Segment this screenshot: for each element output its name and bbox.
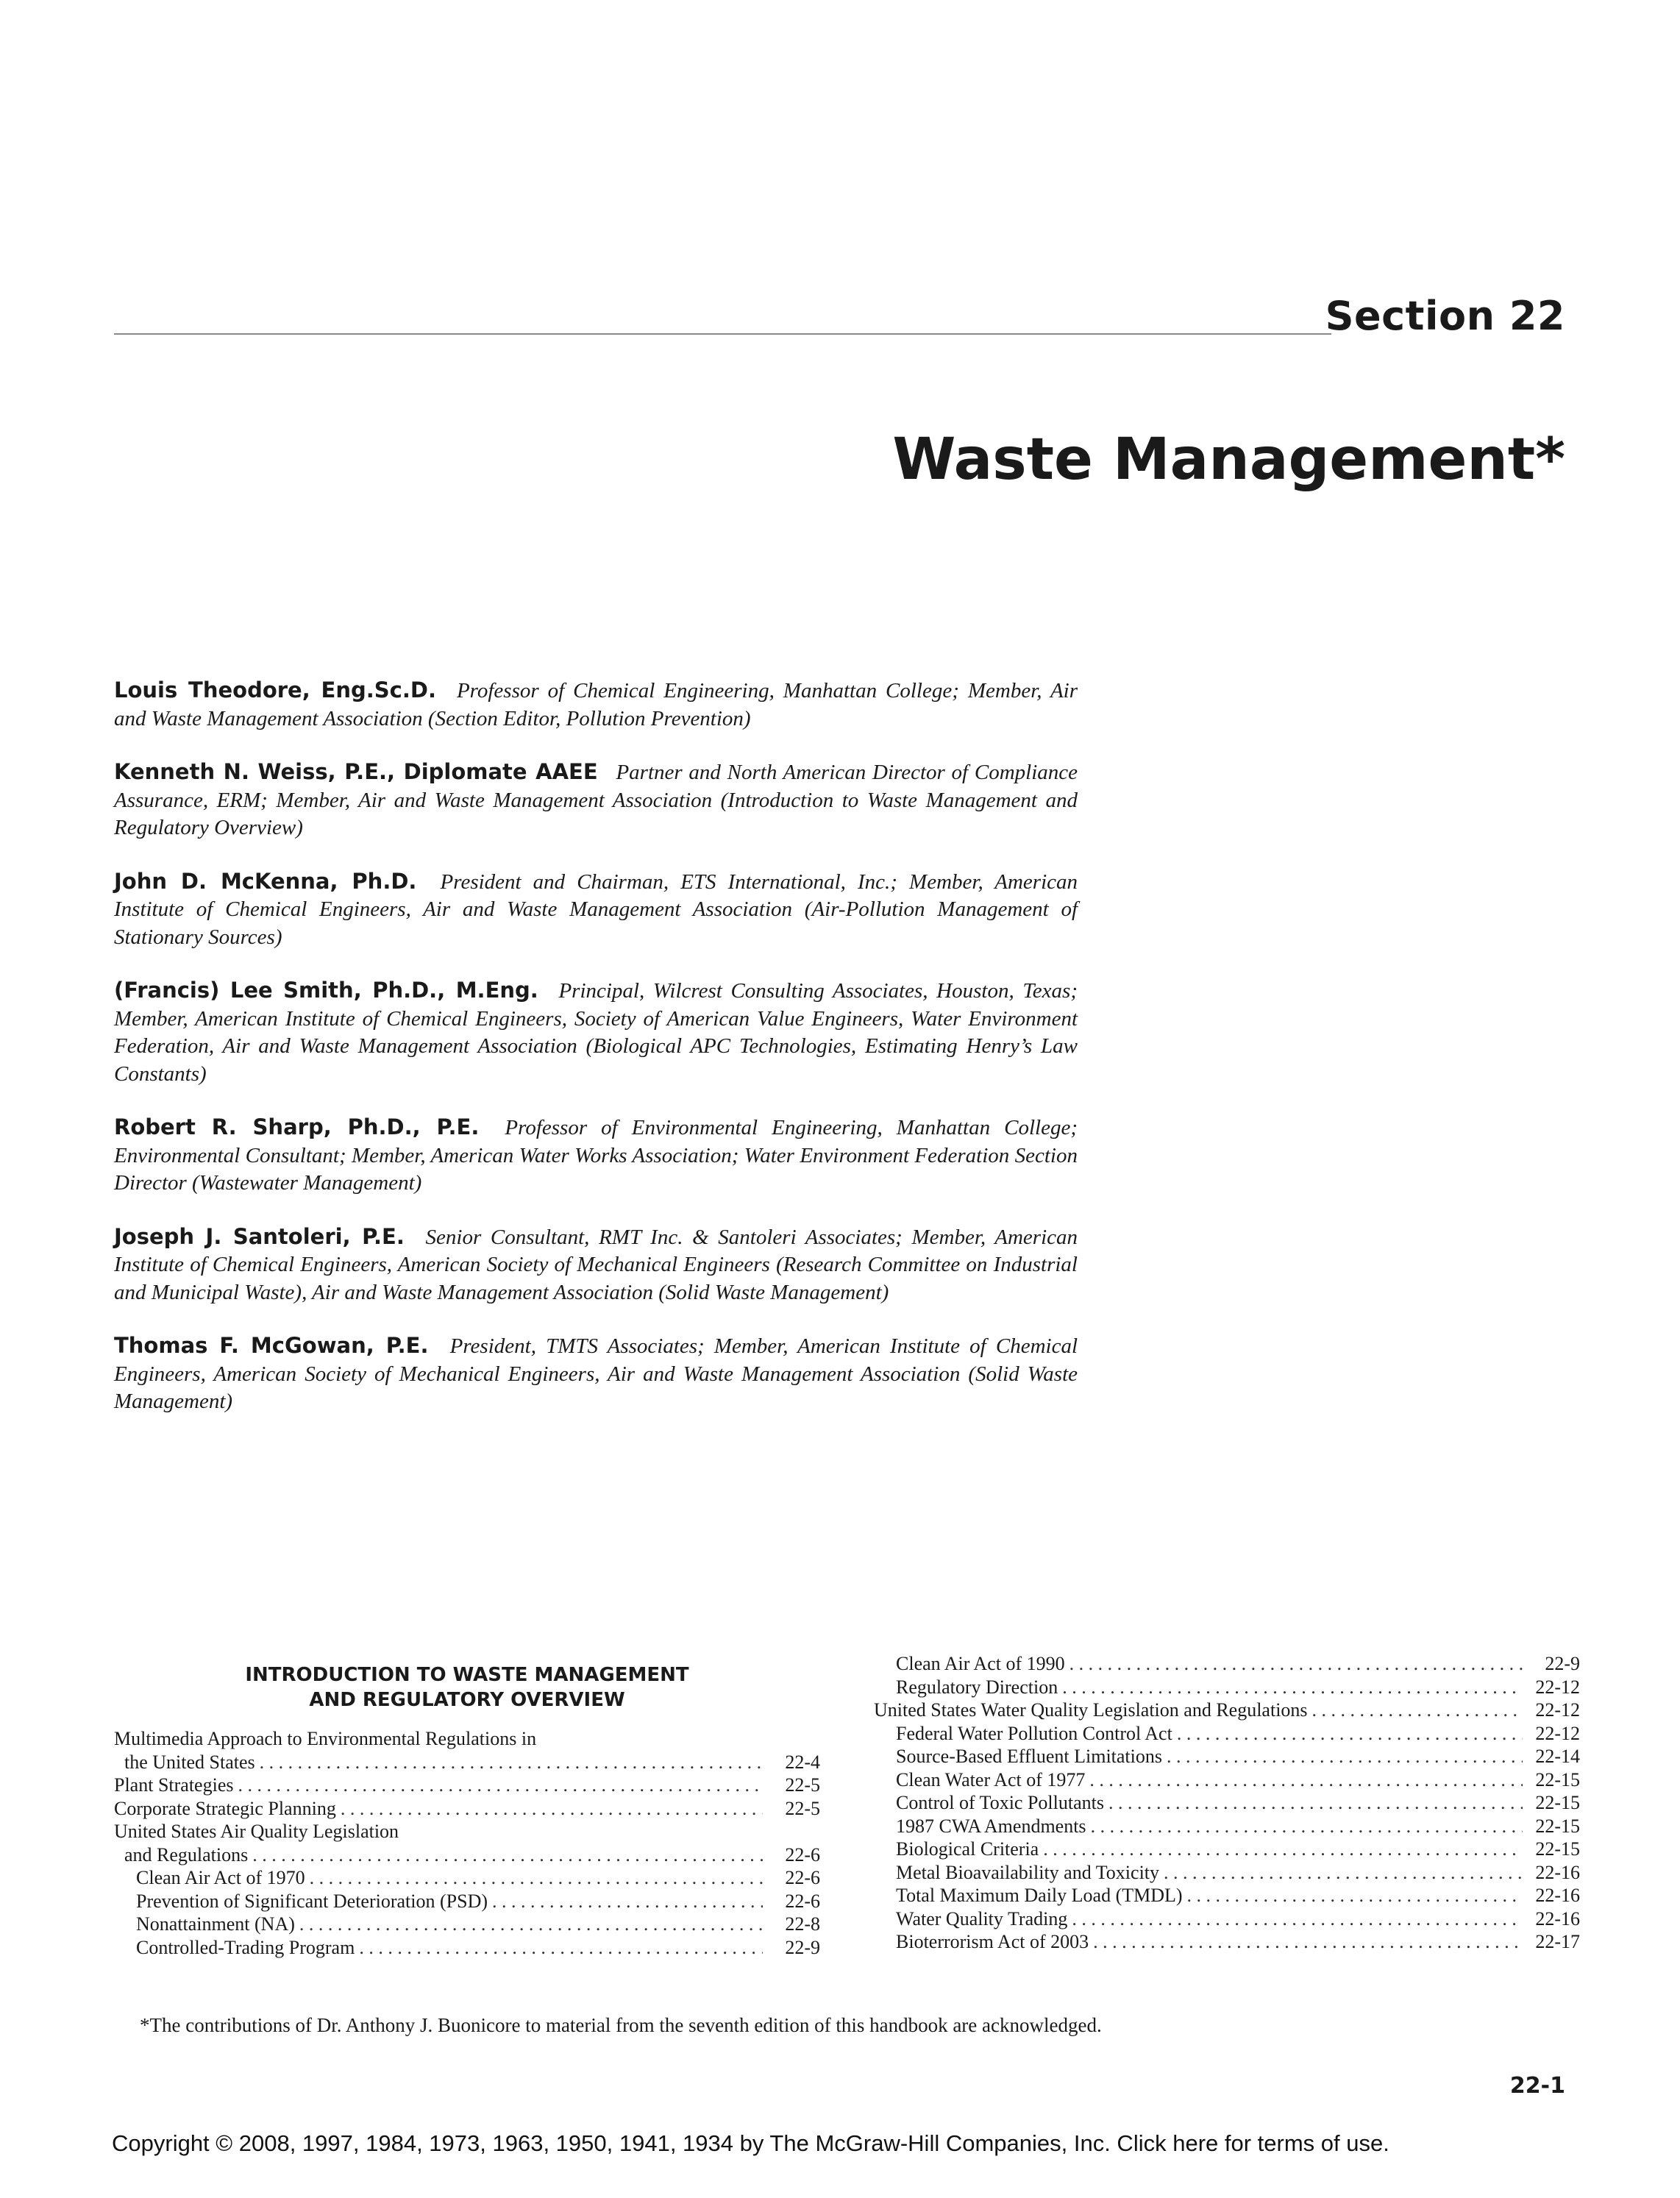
toc-page-number: 22-12 — [1535, 1722, 1580, 1744]
contributor-description: Senior Consultant, RMT Inc. & Santoleri Associates; Member, American Institute of Chemical Engineers, American Society of Mechanical Engineers (Research Committee on Industrial and Municipal Waste), Air and Waste Management Association (Solid Waste Management) — [114, 1225, 1078, 1304]
toc-heading — [114, 1662, 820, 1712]
contributor — [114, 977, 1078, 1088]
toc-entry[interactable] — [874, 1907, 1580, 1931]
toc-entry[interactable] — [114, 1797, 820, 1821]
contributor-name: Joseph J. Santoleri, P.E. — [114, 1223, 405, 1249]
toc-leader-dots — [310, 1866, 763, 1890]
toc-left-column — [114, 1662, 820, 1959]
toc-entry-title: Prevention of Significant Deterioration (PSD) — [136, 1890, 488, 1912]
toc-page-number: 22-15 — [1535, 1768, 1580, 1790]
section-rule — [114, 333, 1331, 335]
toc-leader-dots — [1062, 1676, 1523, 1699]
section-label: Section 22 — [1325, 293, 1565, 339]
toc-leader-dots — [1108, 1791, 1523, 1815]
toc-entry-title: Nonattainment (NA) — [136, 1913, 295, 1935]
toc-entry-title: Federal Water Pollution Control Act — [896, 1722, 1172, 1744]
toc-entry[interactable] — [874, 1768, 1580, 1792]
contributor — [114, 1332, 1078, 1416]
toc-page-number: 22-17 — [1535, 1931, 1580, 1952]
toc-entry-title: Plant Strategies — [114, 1774, 234, 1796]
toc-heading-line: AND REGULATORY OVERVIEW — [309, 1689, 625, 1711]
toc-entry-title: Metal Bioavailability and Toxicity — [896, 1861, 1160, 1883]
toc-page-number: 22-16 — [1535, 1907, 1580, 1930]
contributor — [114, 677, 1078, 733]
page-number: 22-1 — [1509, 2073, 1565, 2099]
toc-page-number: 22-16 — [1535, 1861, 1580, 1883]
toc-leader-dots — [1069, 1652, 1523, 1676]
toc-leader-dots — [1043, 1838, 1523, 1861]
contributor-name: John D. McKenna, Ph.D. — [114, 868, 417, 894]
contributor-name: Kenneth N. Weiss, P.E., Diplomate AAEE — [114, 759, 598, 784]
toc-leader-dots — [1164, 1861, 1523, 1885]
toc-entry-title: the United States — [124, 1751, 255, 1773]
toc-leader-dots — [1167, 1745, 1523, 1768]
toc-entry[interactable] — [874, 1745, 1580, 1768]
toc-entry-title: Source-Based Effluent Limitations — [896, 1746, 1162, 1767]
copyright-link[interactable]: Copyright © 2008, 1997, 1984, 1973, 1963, 1950, 1941, 1934 by The McGraw-Hill Companies, Inc. Click here for terms of use. — [112, 2130, 1389, 2156]
toc-entry[interactable] — [874, 1930, 1580, 1954]
toc-page-number: 22-16 — [1535, 1885, 1580, 1906]
toc-leader-dots — [260, 1751, 763, 1774]
contributor-description: President and Chairman, ETS International, Inc.; Member, American Institute of Chemical Engineers, Air and Waste Management Association (Air-Pollution Management of Stationary Sources) — [114, 869, 1078, 949]
toc-leader-dots — [252, 1843, 763, 1867]
toc-page-number: 22-6 — [785, 1867, 820, 1888]
toc-entry[interactable] — [114, 1751, 820, 1774]
toc-page-number: 22-9 — [1545, 1653, 1580, 1674]
toc-leader-dots — [1072, 1907, 1523, 1931]
toc-page-number: 22-15 — [1535, 1815, 1580, 1837]
toc-entry-title: Bioterrorism Act of 2003 — [896, 1931, 1089, 1952]
toc-entry-title: Clean Water Act of 1977 — [896, 1768, 1086, 1790]
toc-entry-title: Total Maximum Daily Load (TMDL) — [896, 1885, 1183, 1906]
toc-entry[interactable] — [114, 1936, 820, 1960]
toc-leader-dots — [492, 1890, 763, 1913]
toc-leader-dots — [341, 1797, 763, 1821]
toc-page-number: 22-5 — [785, 1797, 820, 1819]
toc-entry[interactable] — [114, 1913, 820, 1936]
toc-leader-dots — [238, 1774, 763, 1797]
toc-page-number: 22-9 — [785, 1936, 820, 1958]
toc-leader-dots — [1089, 1768, 1523, 1792]
contributor-name: (Francis) Lee Smith, Ph.D., M.Eng. — [114, 978, 538, 1003]
contributor-description: Partner and North American Director of Compliance Assurance, ERM; Member, Air and Waste Management Association (Introduction to Waste Management and Regulatory Overview) — [114, 761, 1078, 839]
toc-entry[interactable] — [874, 1791, 1580, 1815]
toc-entry-title: Water Quality Trading — [896, 1907, 1068, 1930]
contributor-description: Principal, Wilcrest Consulting Associates, Houston, Texas; Member, American Institute of Chemical Engineers, Society of American Value Engineers, Water Environment Federation, Air and Waste Management Association (Biological APC Technologies, Estimating Henry’s Law Constants) — [114, 979, 1078, 1086]
footnote: *The contributions of Dr. Anthony J. Buonicore to material from the seventh edition of this handbook are acknowledged. — [140, 2014, 1102, 2036]
contributors-list — [114, 677, 1078, 1442]
toc-entry-title: Biological Criteria — [896, 1838, 1039, 1860]
contributor-name: Louis Theodore, Eng.Sc.D. — [114, 677, 436, 703]
toc-right-column — [874, 1652, 1580, 1954]
toc-page-number: 22-6 — [785, 1890, 820, 1912]
toc-leader-dots — [1177, 1722, 1523, 1746]
toc-entry[interactable] — [874, 1815, 1580, 1838]
toc-page-number: 22-12 — [1535, 1699, 1580, 1721]
toc-entry[interactable] — [874, 1838, 1580, 1861]
toc-page-number: 22-15 — [1535, 1792, 1580, 1813]
toc-entry-title: Regulatory Direction — [896, 1676, 1058, 1698]
toc-entry-title[interactable]: United States Air Quality Legislation — [114, 1821, 399, 1842]
toc-entry-title[interactable]: Multimedia Approach to Environmental Regulations in — [114, 1728, 537, 1749]
toc-heading-line: INTRODUCTION TO WASTE MANAGEMENT — [245, 1664, 689, 1686]
toc-page-number: 22-8 — [785, 1913, 820, 1935]
contributor-description: Professor of Environmental Engineering, Manhattan College; Environmental Consultant; Member, American Water Works Association; Water Environment Federation Section Director (Wastewater Management) — [114, 1116, 1078, 1195]
chapter-title: Waste Management* — [892, 427, 1565, 493]
toc-entry-title: and Regulations — [124, 1843, 249, 1866]
toc-entry-title: Clean Air Act of 1990 — [896, 1653, 1065, 1674]
contributor-name: Robert R. Sharp, Ph.D., P.E. — [114, 1114, 480, 1139]
contributor — [114, 868, 1078, 952]
toc-entry[interactable] — [114, 1866, 820, 1890]
toc-leader-dots — [1093, 1930, 1523, 1954]
toc-entry-title: United States Water Quality Legislation and Regulations — [874, 1699, 1308, 1721]
toc-entry[interactable] — [114, 1774, 820, 1797]
toc-page-number: 22-4 — [785, 1751, 820, 1773]
toc-entry-title: Corporate Strategic Planning — [114, 1797, 336, 1819]
contributor — [114, 758, 1078, 842]
toc-page-number: 22-6 — [785, 1843, 820, 1866]
toc-leader-dots — [1312, 1699, 1523, 1722]
toc-entry-title: Clean Air Act of 1970 — [136, 1867, 305, 1888]
toc-page-number: 22-5 — [785, 1774, 820, 1796]
toc-entry[interactable] — [874, 1699, 1580, 1722]
toc-leader-dots — [359, 1936, 763, 1960]
toc-page-number: 22-12 — [1535, 1676, 1580, 1698]
toc-leader-dots — [1091, 1815, 1523, 1838]
toc-page-number: 22-15 — [1535, 1838, 1580, 1860]
contributor-description: Professor of Chemical Engineering, Manhattan College; Member, Air and Waste Management Association (Section Editor, Pollution Prevention) — [114, 679, 1078, 730]
toc-page-number: 22-14 — [1535, 1746, 1580, 1767]
toc-entry[interactable] — [874, 1861, 1580, 1885]
toc-entry[interactable] — [874, 1722, 1580, 1746]
toc-entry[interactable] — [114, 1890, 820, 1913]
toc-entry[interactable] — [114, 1843, 820, 1867]
toc-entry-title: Control of Toxic Pollutants — [896, 1792, 1104, 1813]
toc-leader-dots — [299, 1913, 763, 1936]
contributor — [114, 1114, 1078, 1198]
toc-entry[interactable] — [874, 1884, 1580, 1907]
contributor-description: President, TMTS Associates; Member, American Institute of Chemical Engineers, American Society of Mechanical Engineers, Air and Waste Management Association (Solid Waste Management) — [114, 1334, 1078, 1413]
contributor — [114, 1223, 1078, 1307]
toc-entry[interactable] — [874, 1676, 1580, 1699]
toc-leader-dots — [1187, 1884, 1523, 1907]
toc-entry-title: 1987 CWA Amendments — [896, 1815, 1086, 1837]
toc-entry-title: Controlled-Trading Program — [136, 1936, 355, 1958]
contributor-name: Thomas F. McGowan, P.E. — [114, 1333, 429, 1358]
toc-entry[interactable] — [874, 1652, 1580, 1676]
